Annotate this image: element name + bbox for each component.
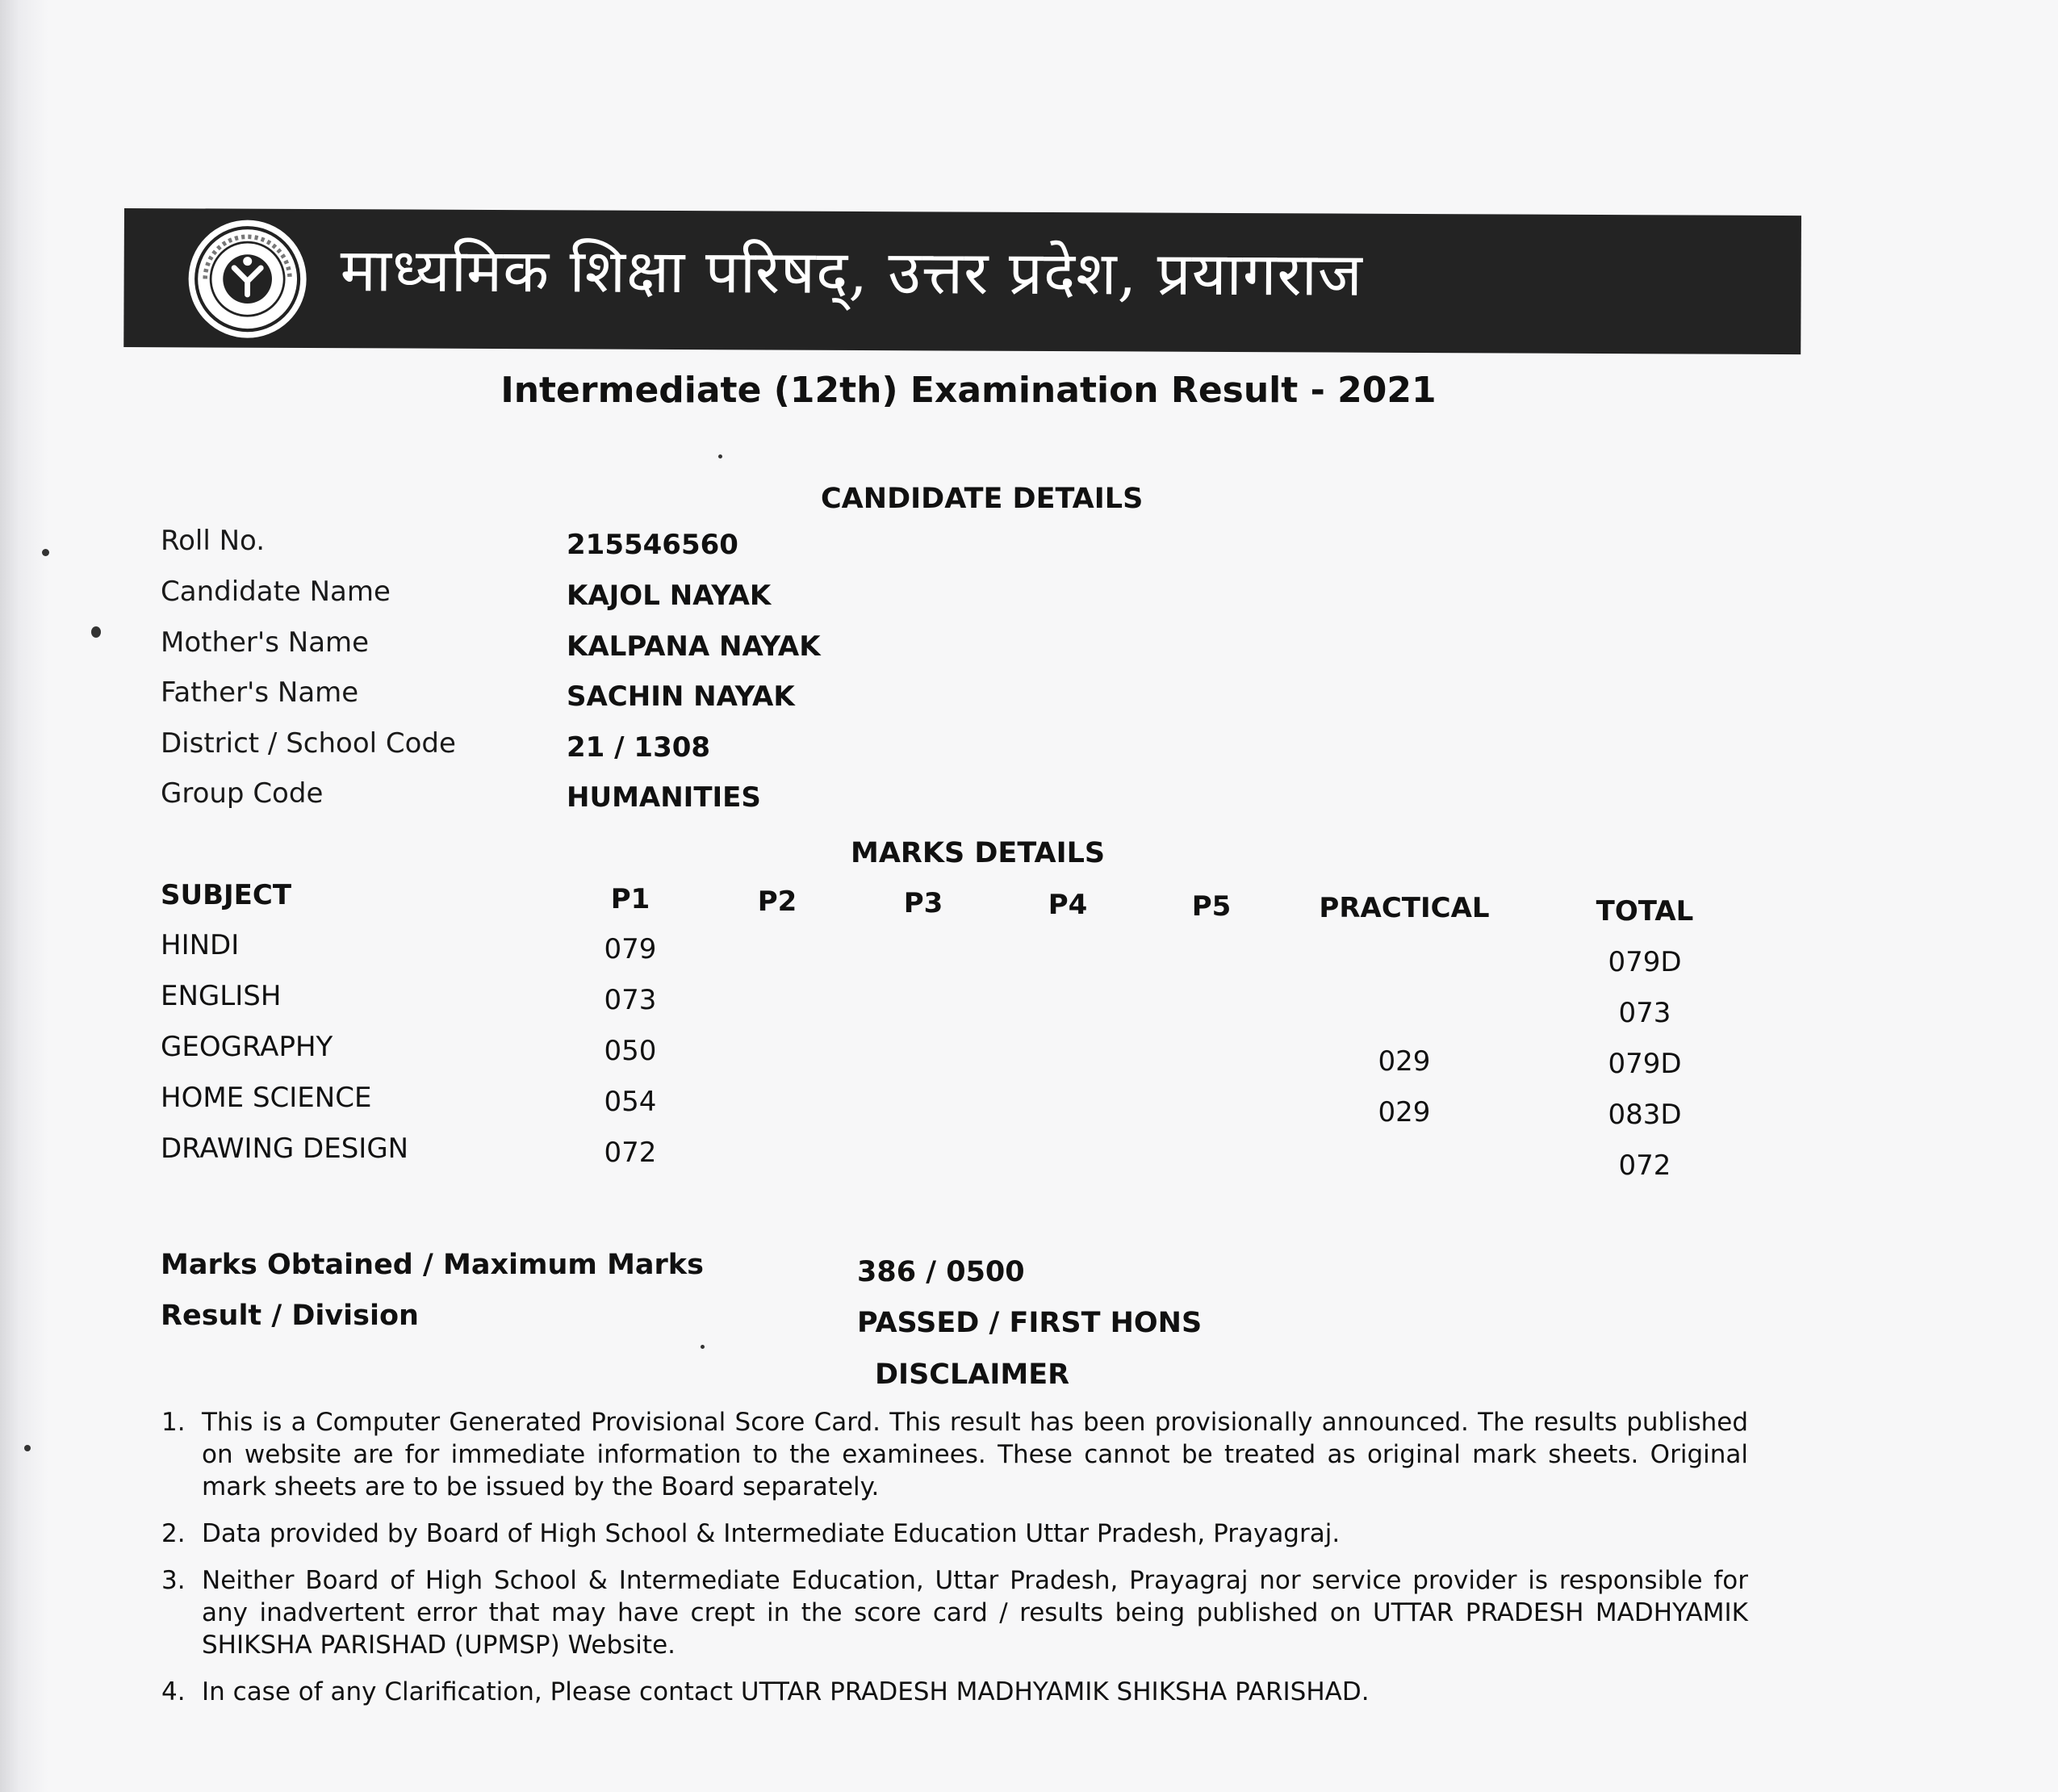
board-title: माध्यमिक शिक्षा परिषद्, उत्तर प्रदेश, प्रयागराज [340, 236, 1364, 310]
disclaimer-text: Neither Board of High School & Intermediate Education, Uttar Pradesh, Prayagraj nor service provider is responsible for any inadvertent error that may have crept in the score card / results being published on UTTAR PRADESH MADHYAMIK SHIKSHA PARISHAD (UPMSP) Website. [202, 1566, 1748, 1660]
disclaimer-item [161, 1518, 1748, 1550]
disclaimer-list [161, 1406, 1748, 1723]
english-total: 073 [1618, 997, 1671, 1029]
subject-drawing-design: DRAWING DESIGN [161, 1133, 409, 1165]
column-total: TOTAL [1596, 895, 1694, 927]
scan-left-edge [0, 0, 48, 1792]
column-p1: P1 [610, 883, 650, 915]
disclaimer-text: This is a Computer Generated Provisional Score Card. This result has been provisionally announced. The results published on website are for immediate information to the examinees. These cannot be treated as original mark sheets. Original mark sheets are to be issued by the Board separately. [202, 1408, 1748, 1501]
column-practical: PRACTICAL [1319, 892, 1490, 924]
disclaimer-item [161, 1676, 1748, 1708]
disclaimer-number: 4. [161, 1677, 186, 1706]
candidate-name-value: KAJOL NAYAK [567, 580, 772, 612]
scan-speck [24, 1445, 31, 1451]
disclaimer-heading: DISCLAIMER [875, 1359, 1070, 1391]
home-science-p1: 054 [604, 1086, 657, 1118]
disclaimer-text: In case of any Clarification, Please contact UTTAR PRADESH MADHYAMIK SHIKSHA PARISHAD. [202, 1677, 1370, 1706]
scan-speck [701, 1345, 705, 1349]
father-name-label: Father's Name [161, 676, 359, 709]
column-subject: SUBJECT [161, 879, 292, 911]
column-p5: P5 [1191, 890, 1232, 923]
column-p2: P2 [757, 886, 797, 918]
father-name-value: SACHIN NAYAK [567, 680, 795, 713]
subject-english: ENGLISH [161, 980, 282, 1012]
geography-p1: 050 [604, 1035, 657, 1067]
board-seal-logo [188, 220, 307, 338]
hindi-total: 079D [1608, 946, 1682, 978]
roll-no-label: Roll No. [161, 525, 266, 557]
column-p3: P3 [903, 887, 943, 919]
disclaimer-text: Data provided by Board of High School & Intermediate Education Uttar Pradesh, Prayagraj. [202, 1519, 1341, 1548]
disclaimer-number: 2. [161, 1519, 186, 1548]
district-school-code-label: District / School Code [161, 727, 456, 760]
subject-geography: GEOGRAPHY [161, 1031, 333, 1063]
scan-speck [718, 454, 722, 458]
home-science-practical: 029 [1378, 1096, 1431, 1128]
hindi-p1: 079 [604, 933, 657, 965]
mother-name-label: Mother's Name [161, 626, 370, 659]
geography-total: 079D [1608, 1048, 1682, 1080]
result-division-label: Result / Division [161, 1300, 419, 1332]
scan-speck [42, 549, 49, 556]
drawing-design-total: 072 [1618, 1149, 1671, 1182]
marks-obtained-label: Marks Obtained / Maximum Marks [161, 1249, 704, 1281]
exam-title: Intermediate (12th) Examination Result - 2021 [500, 370, 1437, 411]
geography-practical: 029 [1378, 1045, 1431, 1078]
drawing-design-p1: 072 [604, 1137, 657, 1169]
disclaimer-number: 3. [161, 1566, 186, 1595]
subject-hindi: HINDI [161, 929, 240, 961]
result-division-value: PASSED / FIRST HONS [857, 1307, 1203, 1339]
home-science-total: 083D [1608, 1099, 1682, 1131]
column-p4: P4 [1048, 889, 1088, 921]
group-code-value: HUMANITIES [567, 781, 761, 814]
district-school-code-value: 21 / 1308 [567, 731, 711, 764]
header-band [123, 208, 1801, 354]
disclaimer-item [161, 1564, 1748, 1661]
marks-details-heading: MARKS DETAILS [851, 837, 1106, 869]
english-p1: 073 [604, 984, 657, 1016]
candidate-name-label: Candidate Name [161, 576, 391, 608]
disclaimer-number: 1. [161, 1408, 186, 1437]
disclaimer-item [161, 1406, 1748, 1503]
mother-name-value: KALPANA NAYAK [567, 630, 821, 663]
scan-speck [91, 626, 101, 638]
group-code-label: Group Code [161, 777, 324, 810]
subject-home-science: HOME SCIENCE [161, 1082, 372, 1114]
candidate-details-heading: CANDIDATE DETAILS [821, 483, 1144, 515]
roll-no-value: 215546560 [567, 529, 738, 561]
marks-obtained-value: 386 / 0500 [857, 1256, 1025, 1288]
